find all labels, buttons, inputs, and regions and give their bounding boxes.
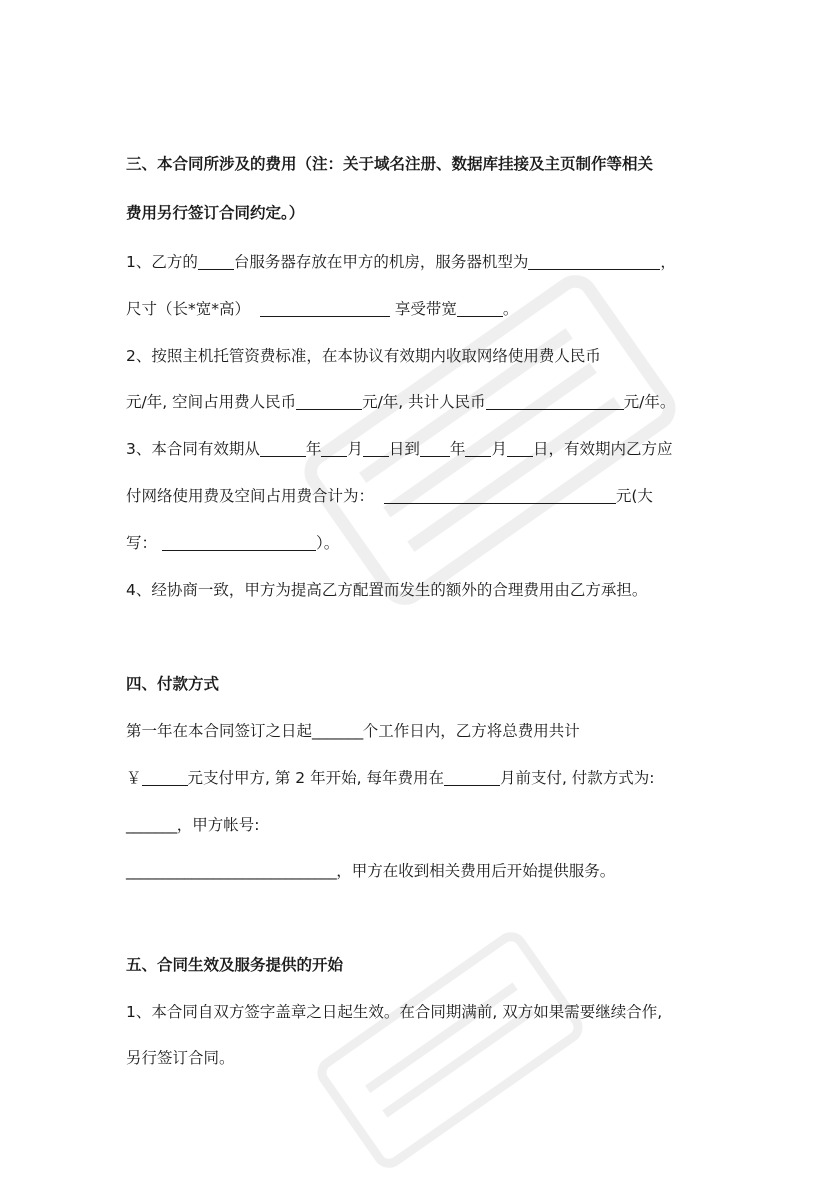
total-fee-blank[interactable]	[486, 392, 624, 410]
payment-text-b: 个工作日内，乙方将总费用共计	[362, 722, 580, 740]
section3-item4: 4、经协商一致，甲方为提高乙方配置而发生的额外的合理费用由乙方承担。	[126, 581, 648, 599]
item3-text-j: 写：	[126, 534, 158, 552]
section3-item1-line1	[126, 250, 710, 274]
item3-text-c: 月	[347, 440, 363, 458]
payment-method-blank[interactable]: _______	[126, 816, 177, 834]
end-month-blank[interactable]	[465, 439, 491, 457]
item3-text-d: 日到	[388, 440, 420, 458]
start-day-blank[interactable]	[363, 439, 389, 457]
first-payment-blank[interactable]	[142, 768, 188, 786]
item3-text-b: 年	[305, 440, 322, 458]
item3-text-k: ）。	[315, 534, 340, 552]
payment-month-blank[interactable]	[444, 768, 500, 786]
item2-text-b: 元/年, 共计人民币	[362, 393, 486, 411]
working-days-blank[interactable]: _______	[312, 722, 363, 740]
end-year-blank[interactable]	[420, 439, 450, 457]
payment-text-d: 月前支付, 付款方式为:	[499, 769, 655, 787]
account-label: ，甲方帐号:	[176, 816, 260, 834]
total-amount-blank[interactable]	[384, 486, 616, 504]
service-start-text: ，甲方在收到相关费用后开始提供服务。	[336, 862, 616, 880]
item3-text-f: 月	[491, 440, 507, 458]
item3-text-h: 付网络使用费及空间占用费合计为：	[126, 487, 375, 505]
section3-item3-line2	[126, 484, 710, 508]
server-model-blank[interactable]	[528, 252, 660, 270]
section4-heading: 四、付款方式	[126, 675, 220, 693]
section3-item3-line1	[126, 437, 710, 461]
bandwidth-blank[interactable]	[457, 299, 503, 317]
space-fee-blank[interactable]	[296, 392, 362, 410]
section3-item2-line2	[126, 390, 710, 414]
item3-text-g: 日，有效期内乙方应	[532, 440, 673, 458]
payment-text-c: 元支付甲方, 第 2 年开始, 每年费用在	[187, 769, 444, 787]
payment-text-a: 第一年在本合同签订之日起	[126, 722, 313, 740]
section4-line2	[126, 766, 710, 790]
item1-text-a: 1、乙方的	[126, 253, 198, 271]
section3-item1-line2	[126, 297, 710, 321]
section4-line3	[126, 813, 710, 837]
item1-text-b: 台服务器存放在甲方的机房，服务器机型为	[233, 253, 529, 271]
section5-heading: 五、合同生效及服务提供的开始	[126, 956, 344, 974]
item2-text-a: 元/年, 空间占用费人民币	[126, 393, 297, 411]
item2-text-c: 元/年。	[623, 393, 676, 411]
server-count-blank[interactable]	[198, 252, 234, 270]
section3-item2-line1: 2、按照主机托管资费标准，在本协议有效期内收取网络使用费人民币	[126, 347, 601, 365]
item3-text-e: 年	[449, 440, 466, 458]
section5-line1: 1、本合同自双方签字盖章之日起生效。在合同期满前, 双方如果需要继续合作,	[126, 1003, 663, 1021]
start-month-blank[interactable]	[321, 439, 347, 457]
section3-item3-line3	[126, 531, 710, 555]
amount-in-words-blank[interactable]	[162, 533, 316, 551]
section4-line1	[126, 719, 710, 743]
section5-line2: 另行签订合同。	[126, 1049, 235, 1067]
yen-sign: ￥	[126, 769, 142, 787]
section3-heading-line2: 费用另行签订合同约定。）	[126, 204, 305, 222]
item1-text-e: 享受带宽	[394, 300, 457, 318]
section3-heading-line1: 三、本合同所涉及的费用（注：关于域名注册、数据库挂接及主页制作等相关	[126, 155, 654, 173]
item3-text-i: 元(大	[615, 487, 653, 505]
account-number-blank[interactable]: _____________________________	[126, 862, 337, 880]
end-day-blank[interactable]	[507, 439, 533, 457]
item3-text-a: 3、本合同有效期从	[126, 440, 260, 458]
item1-text-f: 。	[502, 300, 519, 318]
dimensions-blank[interactable]	[260, 299, 390, 317]
item1-text-c: ，	[660, 253, 676, 271]
section4-line4	[126, 859, 710, 883]
start-year-blank[interactable]	[260, 439, 306, 457]
item1-text-d: 尺寸（长*宽*高）	[126, 300, 251, 318]
